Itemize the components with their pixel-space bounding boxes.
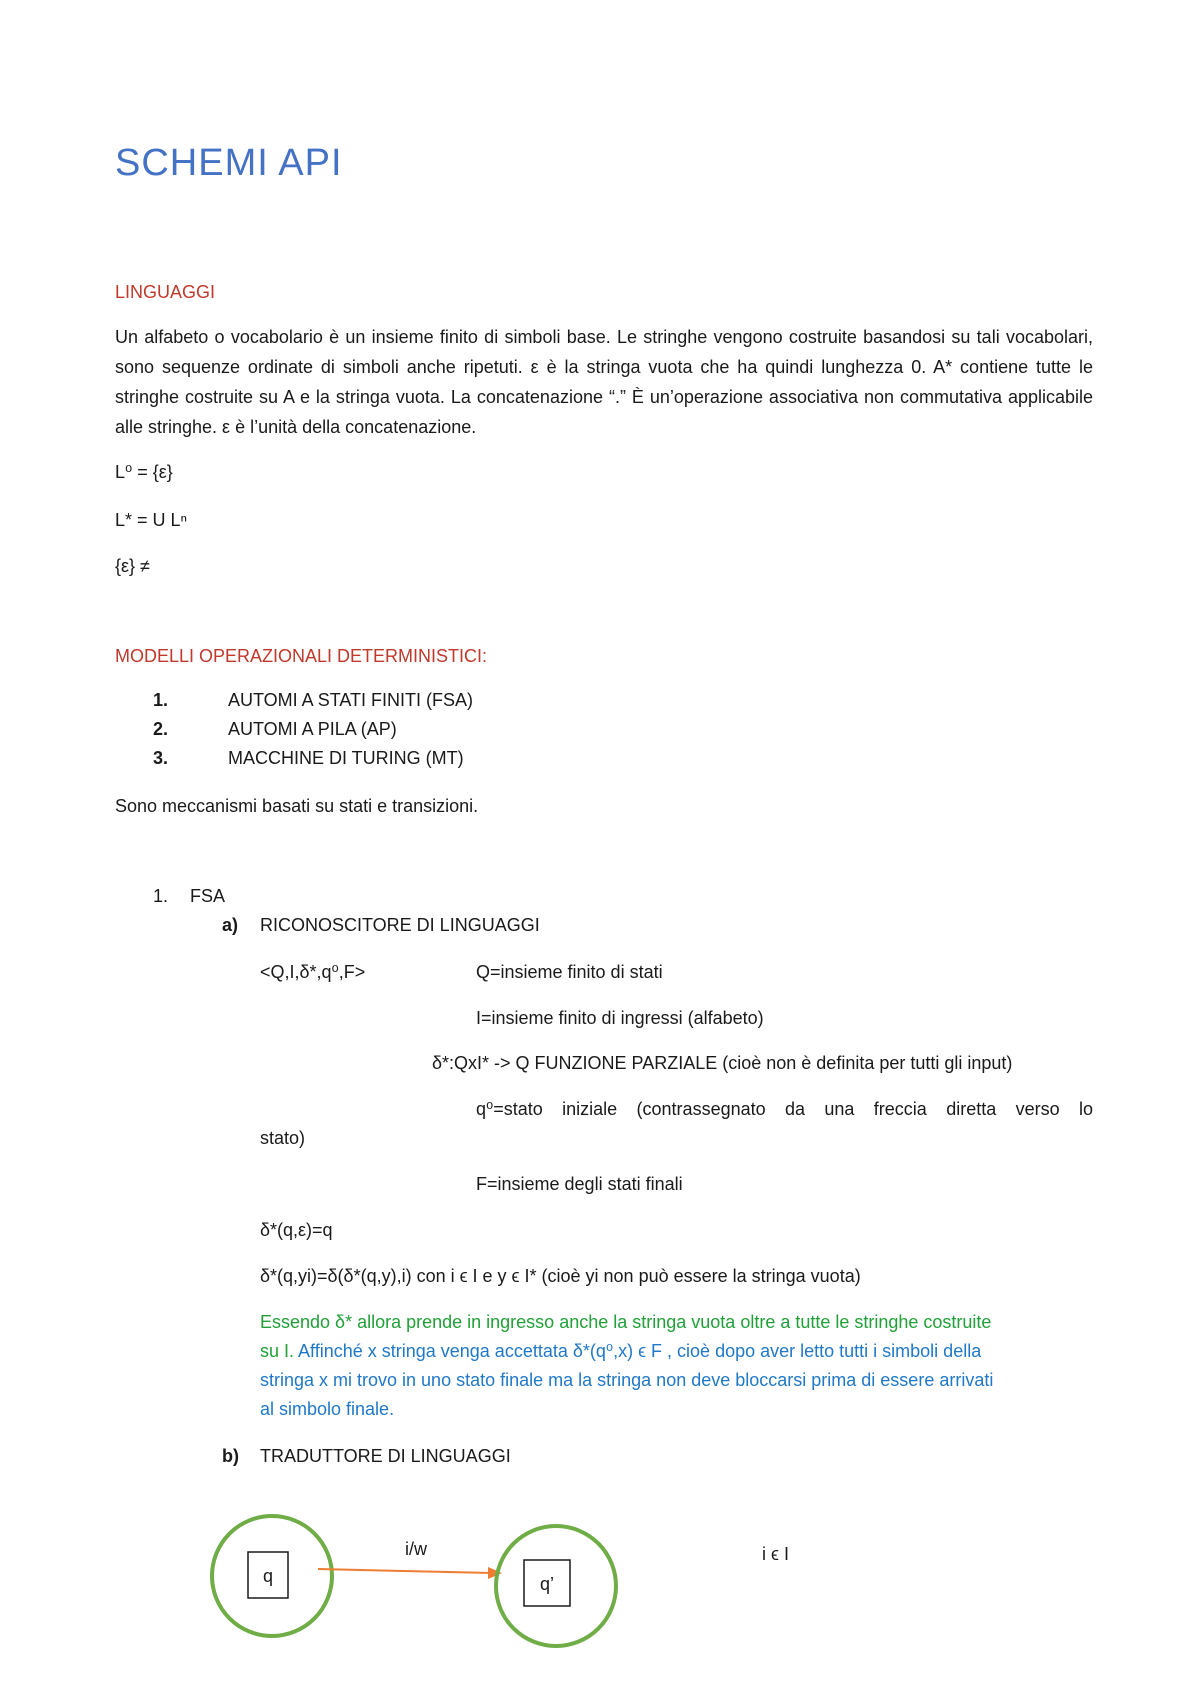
riconoscitore-heading: RICONOSCITORE DI LINGUAGGI	[260, 915, 540, 935]
def-q: Q=insieme finito di stati	[476, 962, 663, 982]
fsa-tuple: <Q,I,δ*,q⁰,F>	[260, 962, 366, 982]
equation-2: δ*(q,yi)=δ(δ*(q,y),i) con i ϵ I e y ϵ I* (cioè yi non può essere la stringa vuota)	[260, 1266, 861, 1286]
list-label: AUTOMI A PILA (AP)	[228, 719, 397, 739]
list-label: MACCHINE DI TURING (MT)	[228, 748, 464, 768]
transition-label: i/w	[405, 1539, 427, 1559]
def-f: F=insieme degli stati finali	[476, 1174, 683, 1194]
def-q0-cont: stato)	[260, 1128, 306, 1148]
translator-diagram	[0, 1510, 1200, 1698]
sub-marker-a: a)	[222, 915, 239, 935]
list-item	[115, 748, 464, 769]
side-note: i ϵ I	[762, 1544, 789, 1564]
state-label-q-prime: q’	[539, 1574, 555, 1594]
traduttore-heading: TRADUTTORE DI LINGUAGGI	[260, 1446, 511, 1466]
formula-epsilon: {ε} ≠	[115, 556, 150, 576]
note-green-end: su I.	[260, 1341, 295, 1361]
transition-arrow	[318, 1569, 492, 1573]
note-blue-start: Affinché x stringa venga accettata δ*(q⁰,x) ϵ F , cioè dopo aver letto tutti i simboli della	[294, 1341, 982, 1361]
formula-l0: L⁰ = {ε}	[115, 462, 173, 482]
note-blue-line3: stringa x mi trovo in uno stato finale ma la stringa non deve bloccarsi prima di essere arrivati	[260, 1370, 994, 1390]
note-blue-line4: al simbolo finale.	[260, 1399, 395, 1419]
section-heading-modelli: MODELLI OPERAZIONALI DETERMINISTICI:	[115, 646, 488, 666]
state-label-q: q	[262, 1566, 274, 1586]
section-heading-linguaggi: LINGUAGGI	[115, 282, 216, 302]
fsa-heading: FSA	[190, 886, 226, 906]
sub-marker-b: b)	[222, 1446, 239, 1466]
def-delta: δ*:QxI* -> Q FUNZIONE PARZIALE (cioè non è definita per tutti gli input)	[432, 1053, 1013, 1073]
equation-1: δ*(q,ε)=q	[260, 1220, 333, 1240]
list-label: AUTOMI A STATI FINITI (FSA)	[228, 690, 474, 710]
note-line2	[260, 1341, 981, 1362]
page-title: SCHEMI API	[115, 142, 343, 184]
note-green-line1: Essendo δ* allora prende in ingresso anche la stringa vuota oltre a tutte le stringhe costruite	[260, 1312, 992, 1332]
list-item	[115, 719, 397, 740]
def-i: I=insieme finito di ingressi (alfabeto)	[476, 1008, 764, 1028]
modelli-note: Sono meccanismi basati su stati e transizioni.	[115, 796, 479, 816]
list-item	[115, 690, 473, 711]
def-q0: q⁰=stato iniziale (contrassegnato da una freccia diretta verso lo	[476, 1099, 1093, 1119]
formula-lstar: L* = U Lⁿ	[115, 510, 188, 530]
list-number: 2.	[153, 719, 169, 739]
linguaggi-paragraph: Un alfabeto o vocabolario è un insieme finito di simboli base. Le stringhe vengono costruite basandosi su tali vocabolari, sono sequenze ordinate di simboli anche ripetuti. ε è la stringa vuota che ha quindi lunghezza 0. A* contiene tutte le stringhe costruite su A e la stringa vuota. La concatenazione “.” È un’operazione associativa non commutativa applicabile alle stringhe. ε è l’unità della concatenazione.	[115, 327, 1093, 437]
list-number: 1.	[153, 690, 169, 710]
list-number: 3.	[153, 748, 169, 768]
fsa-number: 1.	[153, 886, 169, 906]
